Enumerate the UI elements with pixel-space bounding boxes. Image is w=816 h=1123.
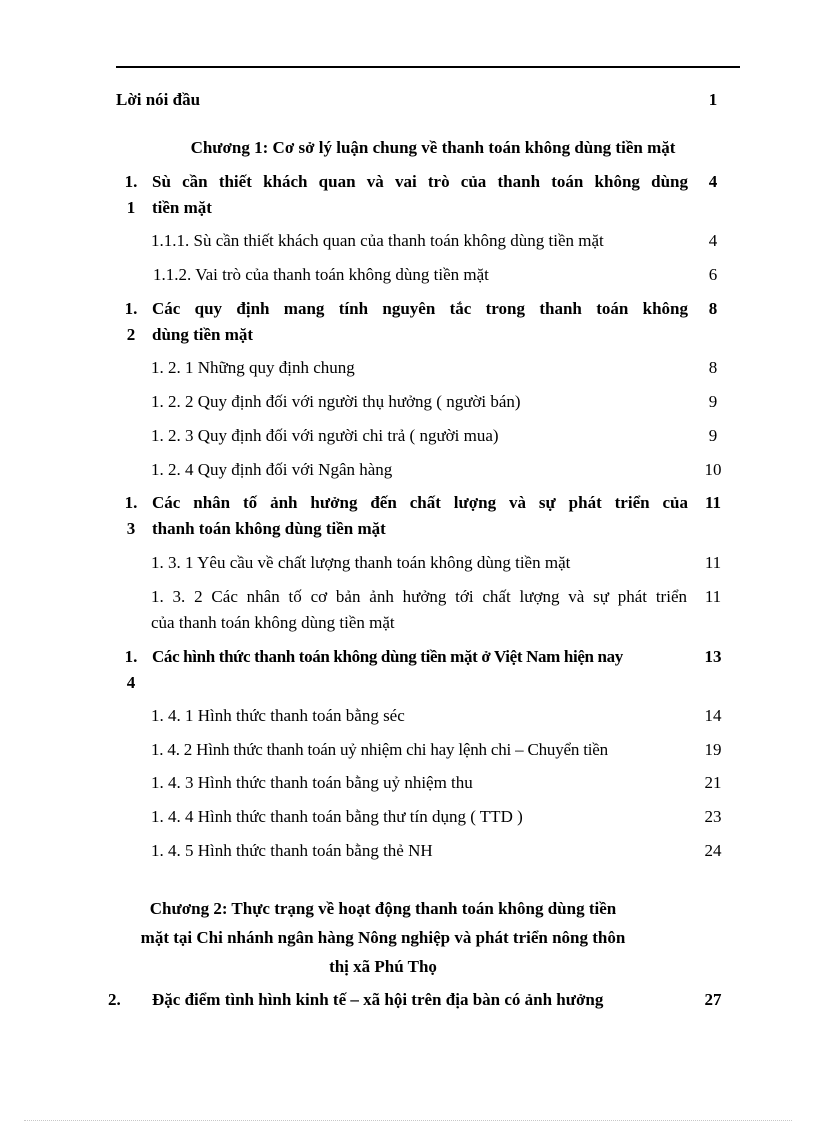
toc-entry-title: Lời nói đầu xyxy=(116,90,201,109)
subsection-title: 1. 4. 2 Hình thức thanh toán uỷ nhiệm chi hay lệnh chi – Chuyển tiền xyxy=(151,740,608,759)
chapter-title-line: thị xã Phú Thọ xyxy=(329,957,437,976)
toc-entry-page: 4 xyxy=(708,172,718,191)
toc-entry-page: 1 xyxy=(708,90,718,109)
toc-entry-page: 11 xyxy=(704,587,722,606)
toc-entry-page: 14 xyxy=(704,706,722,725)
toc-entry-page: 23 xyxy=(704,807,722,826)
section-number: 1. xyxy=(124,493,138,512)
toc-entry-page: 21 xyxy=(704,773,722,792)
subsection-title: 1. 2. 4 Quy định đối với Ngân hàng xyxy=(151,460,393,479)
section-title: Các quy định mang tính nguyên tắc trong thanh toán không xyxy=(152,299,688,318)
subsection-title-line: của thanh toán không dùng tiền mặt xyxy=(151,613,395,632)
subsection-title-line: 1. 3. 2 Các nhân tố cơ bản ảnh hưởng tới chất lượng và sự phát triển xyxy=(151,587,687,606)
section-number: 2 xyxy=(126,325,136,344)
toc-entry-page: 11 xyxy=(704,493,722,512)
chapter-title-line: mặt tại Chi nhánh ngân hàng Nông nghiệp và phát triển nông thôn xyxy=(140,928,626,947)
toc-entry-page: 13 xyxy=(704,647,722,666)
section-number: 1. xyxy=(124,299,138,318)
subsection-title: 1.1.1. Sù cần thiết khách quan của thanh toán không dùng tiền mặt xyxy=(151,231,604,250)
subsection-title: 1. 2. 1 Những quy định chung xyxy=(151,358,355,377)
section-title: tiền mặt xyxy=(152,198,212,217)
section-number: 3 xyxy=(126,519,136,538)
toc-entry-page: 19 xyxy=(704,740,722,759)
section-title: dùng tiền mặt xyxy=(152,325,254,344)
subsection-title: 1. 4. 3 Hình thức thanh toán bằng uỷ nhiệm thu xyxy=(151,773,473,792)
toc-entry-page: 9 xyxy=(708,426,718,445)
page-bottom-border xyxy=(24,1120,792,1121)
section-title: Sù cần thiết khách quan và vai trò của thanh toán không dùng xyxy=(152,172,688,191)
subsection-title: 1. 2. 3 Quy định đối với người chi trả ( người mua) xyxy=(151,426,499,445)
chapter-title-line: Chương 2: Thực trạng về hoạt động thanh toán không dùng tiền xyxy=(149,899,617,918)
section-title: Các hình thức thanh toán không dùng tiền mặt ở Việt Nam hiện nay xyxy=(152,647,623,666)
toc-entry-page: 10 xyxy=(704,460,722,479)
section-number: 2. xyxy=(108,990,121,1009)
subsection-title: 1. 2. 2 Quy định đối với người thụ hưởng ( người bán) xyxy=(151,392,521,411)
subsection-title: 1.1.2. Vai trò của thanh toán không dùng tiền mặt xyxy=(153,265,489,284)
section-number: 1. xyxy=(124,647,138,666)
subsection-title: 1. 4. 4 Hình thức thanh toán bằng thư tín dụng ( TTD ) xyxy=(151,807,523,826)
section-number: 1 xyxy=(126,198,136,217)
subsection-title: 1. 3. 1 Yêu cầu về chất lượng thanh toán không dùng tiền mặt xyxy=(151,553,571,572)
toc-entry-page: 27 xyxy=(704,990,722,1009)
toc-entry-page: 4 xyxy=(708,231,718,250)
subsection-title xyxy=(151,584,687,636)
chapter-title: Chương 1: Cơ sở lý luận chung về thanh toán không dùng tiền mặt xyxy=(190,138,676,157)
toc-entry-page: 8 xyxy=(708,358,718,377)
toc-entry-page: 9 xyxy=(708,392,718,411)
toc-entry-page: 24 xyxy=(704,841,722,860)
subsection-title: 1. 4. 1 Hình thức thanh toán bằng séc xyxy=(151,706,405,725)
section-title: Đặc điểm tình hình kinh tế – xã hội trên địa bàn có ảnh hưởng xyxy=(152,990,604,1009)
top-rule xyxy=(116,66,740,68)
section-number: 1. xyxy=(124,172,138,191)
subsection-title: 1. 4. 5 Hình thức thanh toán bằng thẻ NH xyxy=(151,841,433,860)
toc-entry-page: 11 xyxy=(704,553,722,572)
toc-entry-page: 8 xyxy=(708,299,718,318)
toc-entry-page: 6 xyxy=(708,265,718,284)
section-number: 4 xyxy=(126,673,136,692)
section-title: thanh toán không dùng tiền mặt xyxy=(152,519,386,538)
chapter-title xyxy=(100,894,666,981)
section-title: Các nhân tố ảnh hưởng đến chất lượng và sự phát triển của xyxy=(152,493,688,512)
